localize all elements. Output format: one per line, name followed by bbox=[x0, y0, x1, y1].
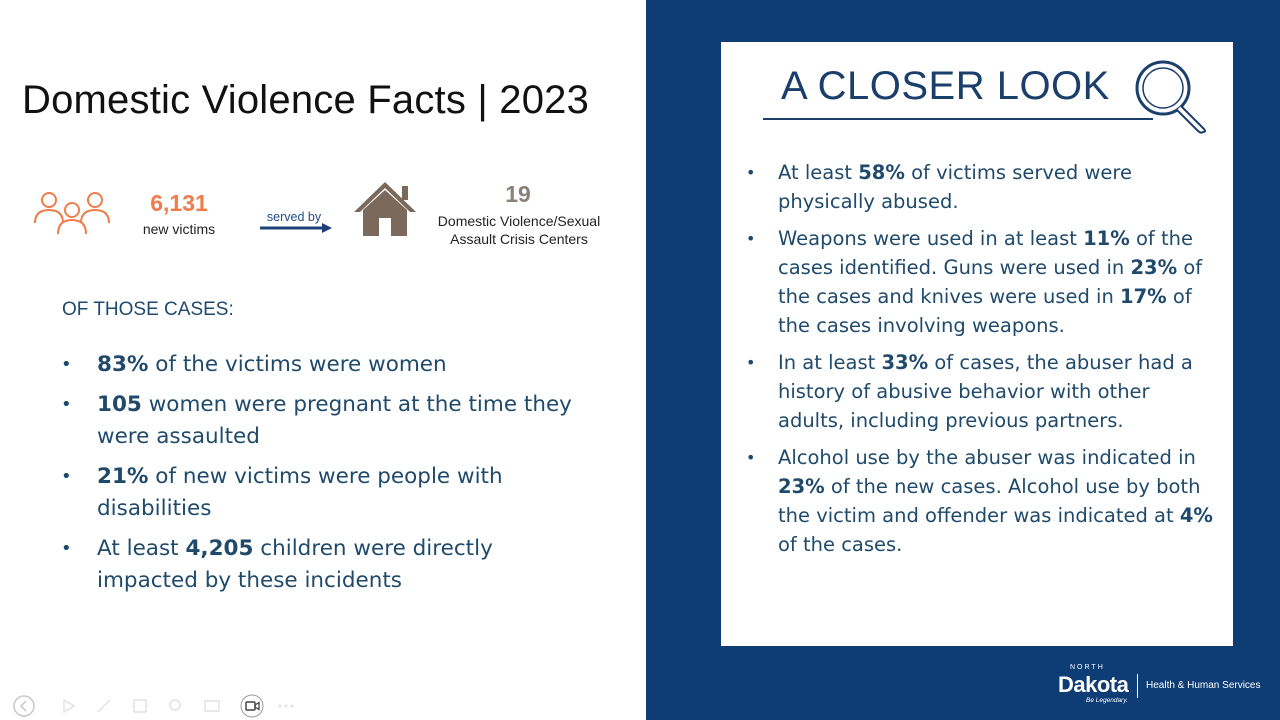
list-item bbox=[743, 158, 1213, 216]
logo-divider bbox=[1137, 674, 1138, 698]
item-value: 23% bbox=[778, 475, 825, 498]
magnifying-glass-icon bbox=[1129, 56, 1211, 134]
fact-text: women were pregnant at the time they were assaulted bbox=[97, 392, 572, 449]
more-options-icon[interactable] bbox=[274, 694, 298, 718]
list-item bbox=[58, 461, 578, 525]
zoom-icon[interactable] bbox=[164, 694, 188, 718]
grid-icon[interactable] bbox=[128, 694, 152, 718]
list-item bbox=[58, 389, 578, 453]
center-label bbox=[418, 212, 620, 248]
nd-hhs-logo bbox=[1058, 662, 1270, 708]
center-label-line2: Assault Crisis Centers bbox=[450, 231, 588, 247]
panel-title: A CLOSER LOOK bbox=[781, 64, 1110, 108]
item-text: of the cases. bbox=[778, 533, 903, 556]
item-text: of cases, the abuser had a history of abusive behavior with other adults, including previous partners. bbox=[778, 351, 1193, 432]
fact-text: of new victims were people with disabilities bbox=[97, 464, 503, 521]
fact-value: 4,205 bbox=[185, 536, 254, 561]
play-icon[interactable] bbox=[56, 694, 80, 718]
item-text: of the new cases. Alcohol use by both the victim and offender was indicated at bbox=[778, 475, 1201, 527]
cases-heading: OF THOSE CASES: bbox=[62, 299, 234, 320]
list-item bbox=[58, 533, 578, 597]
item-text: Alcohol use by the abuser was indicated in bbox=[778, 446, 1196, 469]
list-item bbox=[743, 443, 1213, 559]
fact-text: of the victims were women bbox=[148, 352, 447, 377]
item-text: At least bbox=[778, 161, 859, 184]
logo-department: Health & Human Services bbox=[1146, 680, 1261, 691]
item-text: of the cases involving weapons. bbox=[778, 285, 1192, 337]
closer-look-panel bbox=[721, 42, 1233, 646]
item-text: of the cases and knives were used in bbox=[778, 256, 1203, 308]
item-value: 17% bbox=[1120, 285, 1167, 308]
item-text: of the cases identified. Guns were used in bbox=[778, 227, 1193, 279]
fact-prefix: At least bbox=[97, 536, 186, 561]
victim-label: new victims bbox=[142, 221, 216, 237]
list-item bbox=[58, 349, 578, 381]
title-underline bbox=[763, 118, 1153, 120]
item-text: In at least bbox=[778, 351, 882, 374]
fact-text: children were directly impacted by these incidents bbox=[97, 536, 493, 593]
item-value: 23% bbox=[1130, 256, 1178, 279]
logo-wordmark: Dakota bbox=[1058, 672, 1129, 697]
fact-value: 83% bbox=[97, 352, 149, 377]
slide-title: Domestic Violence Facts | 2023 bbox=[22, 78, 590, 122]
list-item bbox=[743, 348, 1213, 435]
subtitles-icon[interactable] bbox=[200, 694, 224, 718]
item-value: 11% bbox=[1083, 227, 1130, 250]
center-count: 19 bbox=[505, 181, 531, 207]
pen-icon[interactable] bbox=[92, 694, 116, 718]
victim-count: 6,131 bbox=[150, 190, 208, 216]
fact-value: 105 bbox=[97, 392, 142, 417]
center-label-line1: Domestic Violence/Sexual bbox=[437, 213, 601, 229]
media-controls bbox=[12, 694, 292, 720]
people-icon bbox=[32, 188, 112, 238]
fact-value: 21% bbox=[97, 464, 149, 489]
logo-tagline: Be Legendary. bbox=[1086, 697, 1128, 704]
served-by-label: served by bbox=[266, 210, 322, 224]
item-text: of victims served were physically abused. bbox=[778, 161, 1133, 213]
item-value: 58% bbox=[858, 161, 905, 184]
list-item bbox=[743, 224, 1213, 340]
cases-fact-list bbox=[58, 349, 578, 605]
previous-icon[interactable] bbox=[12, 694, 36, 718]
item-value: 4% bbox=[1179, 504, 1213, 527]
video-camera-icon[interactable] bbox=[240, 694, 264, 718]
closer-look-list bbox=[743, 158, 1213, 567]
arrow-right-icon bbox=[260, 222, 332, 234]
item-text: Weapons were used in at least bbox=[778, 227, 1084, 250]
logo-north: NORTH bbox=[1070, 664, 1105, 671]
item-value: 33% bbox=[881, 351, 929, 374]
house-icon bbox=[352, 180, 418, 238]
